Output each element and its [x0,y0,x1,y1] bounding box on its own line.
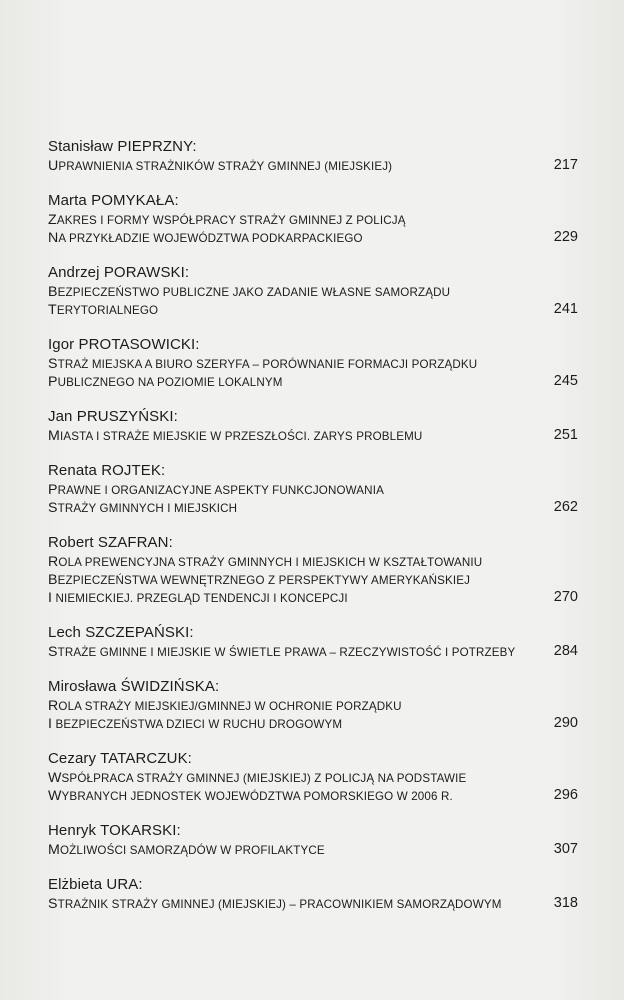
toc-entry [48,408,578,446]
entry-page-number: 270 [553,589,578,605]
entry-author: Lech SZCZEPAŃSKI: [48,624,194,641]
toc-entry [48,462,578,518]
entry-title-line: ROLA STRAŻY MIEJSKIEJ/GMINNEJ W OCHRONIE PORZĄDKU [48,698,402,714]
toc-entry [48,264,578,320]
entry-title-line: WYBRANYCH JEDNOSTEK WOJEWÓDZTWA POMORSKIEGO W 2006 R. [48,788,453,804]
entry-page-number: 229 [553,229,578,245]
toc-entry [48,192,578,248]
entry-title-line: I BEZPIECZEŃSTWA DZIECI W RUCHU DROGOWYM [48,716,343,732]
toc-entry [48,534,578,608]
entry-title-line: WSPÓŁPRACA STRAŻY GMINNEJ (MIEJSKIEJ) Z POLICJĄ NA PODSTAWIE [48,770,467,786]
entry-title-line: UPRAWNIENIA STRAŻNIKÓW STRAŻY GMINNEJ (MIEJSKIEJ) [48,158,393,174]
entry-title-line: STRAŻY GMINNYCH I MIEJSKICH [48,500,238,516]
entry-page-number: 217 [553,157,578,173]
entry-title-line: ROLA PREWENCYJNA STRAŻY GMINNYCH I MIEJSKICH W KSZTAŁTOWANIU [48,554,483,570]
toc-entry [48,336,578,392]
entry-author: Elżbieta URA: [48,876,143,893]
toc-entry [48,138,578,176]
entry-title-line: STRAŻ MIEJSKA A BIURO SZERYFA – PORÓWNANIE FORMACJI PORZĄDKU [48,356,478,372]
entry-title-line: I NIEMIECKIEJ. PRZEGLĄD TENDENCJI I KONCEPCJI [48,590,348,606]
entry-author: Marta POMYKAŁA: [48,192,179,209]
entry-author: Henryk TOKARSKI: [48,822,181,839]
entry-title-line: NA PRZYKŁADZIE WOJEWÓDZTWA PODKARPACKIEGO [48,230,363,246]
entry-page-number: 241 [553,301,578,317]
entry-author: Andrzej PORAWSKI: [48,264,190,281]
entry-author: Robert SZAFRAN: [48,534,173,551]
entry-title-line: STRAŻNIK STRAŻY GMINNEJ (MIEJSKIEJ) – PRACOWNIKIEM SAMORZĄDOWYM [48,896,502,912]
toc-entry [48,876,578,914]
entry-author: Cezary TATARCZUK: [48,750,192,767]
entry-title-line: BEZPIECZEŃSTWA WEWNĘTRZNEGO Z PERSPEKTYWY AMERYKAŃSKIEJ [48,572,471,588]
entry-page-number: 318 [553,895,578,911]
entry-author: Mirosława ŚWIDZIŃSKA: [48,678,220,695]
entry-page-number: 296 [553,787,578,803]
entry-title-line: PRAWNE I ORGANIZACYJNE ASPEKTY FUNKCJONOWANIA [48,482,384,498]
entry-title-line: STRAŻE GMINNE I MIEJSKIE W ŚWIETLE PRAWA – RZECZYWISTOŚĆ I POTRZEBY [48,644,516,660]
toc-entry [48,822,578,860]
toc-entry [48,624,578,662]
entry-page-number: 307 [553,841,578,857]
entry-title-line: TERYTORIALNEGO [48,302,159,318]
entry-page-number: 290 [553,715,578,731]
toc-entry [48,678,578,734]
entry-page-number: 251 [553,427,578,443]
entry-title-line: MOŻLIWOŚCI SAMORZĄDÓW W PROFILAKTYCE [48,842,325,858]
entry-page-number: 245 [553,373,578,389]
entry-author: Igor PROTASOWICKI: [48,336,200,353]
entry-author: Stanisław PIEPRZNY: [48,138,197,155]
entry-title-line: MIASTA I STRAŻE MIEJSKIE W PRZESZŁOŚCI. ZARYS PROBLEMU [48,428,423,444]
entry-author: Jan PRUSZYŃSKI: [48,408,178,425]
entry-title-line: ZAKRES I FORMY WSPÓŁPRACY STRAŻY GMINNEJ Z POLICJĄ [48,212,406,228]
table-of-contents [48,138,578,930]
entry-page-number: 284 [553,643,578,659]
entry-title-line: BEZPIECZEŃSTWO PUBLICZNE JAKO ZADANIE WŁASNE SAMORZĄDU [48,284,451,300]
entry-page-number: 262 [553,499,578,515]
entry-author: Renata ROJTEK: [48,462,166,479]
toc-entry [48,750,578,806]
entry-title-line: PUBLICZNEGO NA POZIOMIE LOKALNYM [48,374,283,390]
